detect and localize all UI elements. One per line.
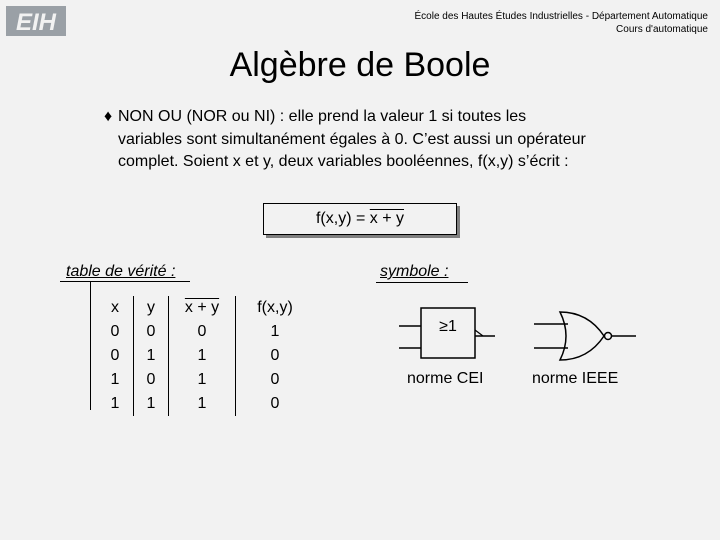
truth-table-label: table de vérité : — [66, 263, 176, 280]
table-cell: 1 — [134, 344, 169, 368]
table-cell: 0 — [169, 320, 236, 344]
table-cell: 0 — [134, 368, 169, 392]
formula-box — [263, 203, 457, 235]
table-header: f(x,y) — [236, 296, 315, 320]
nor-definition — [104, 106, 674, 174]
bullet-icon: ♦ — [104, 108, 113, 125]
logo-text: EIH — [15, 9, 57, 36]
table-cell: 1 — [169, 344, 236, 368]
ieee-caption: norme IEEE — [532, 370, 619, 387]
table-cell: 0 — [236, 344, 315, 368]
table-cell: 0 — [134, 320, 169, 344]
table-cell: 0 — [110, 323, 120, 340]
table-row — [97, 344, 314, 368]
frame-line-top-right — [376, 282, 468, 283]
table-cell: 0 — [236, 392, 315, 416]
nor-gate-ieee-symbol — [530, 306, 640, 366]
truth-table — [97, 296, 314, 416]
definition-line-2: variables sont simultanément égales à 0. C’est aussi un opérateur — [118, 130, 586, 148]
table-row — [97, 320, 314, 344]
formula-rhs: x + y — [369, 210, 405, 227]
org-line-2: Cours d'automatique — [616, 24, 708, 35]
table-cell: 1 — [169, 392, 236, 416]
frame-line-vertical — [90, 282, 91, 410]
definition-line-1: NON OU (NOR ou NI) : elle prend la valeur 1 si toutes les — [118, 108, 527, 125]
header-organization — [415, 10, 709, 36]
table-cell: 1 — [134, 392, 169, 416]
table-cell: 0 — [110, 347, 120, 364]
definition-line-3: complet. Soient x et y, deux variables booléennes, f(x,y) s’écrit : — [118, 153, 569, 170]
school-logo — [6, 6, 66, 36]
table-header: x — [111, 299, 119, 316]
table-row — [97, 392, 314, 416]
cei-gate-text: ≥1 — [439, 318, 457, 335]
symbol-label: symbole : — [380, 263, 449, 280]
table-cell: 1 — [110, 395, 120, 412]
table-header: y — [134, 296, 169, 320]
table-cell: 0 — [236, 368, 315, 392]
frame-line-top-left — [60, 281, 190, 282]
table-header-row — [97, 296, 314, 320]
nor-gate-cei-symbol — [395, 302, 505, 362]
page-title: Algèbre de Boole — [229, 46, 491, 84]
org-line-1: École des Hautes Études Industrielles - Département Automatique — [414, 11, 708, 22]
table-row — [97, 368, 314, 392]
formula-lhs: f(x,y) = — [315, 210, 366, 227]
table-cell: 1 — [169, 368, 236, 392]
cei-caption: norme CEI — [407, 370, 484, 387]
table-header: x + y — [169, 296, 236, 320]
table-cell: 1 — [110, 371, 120, 388]
table-cell: 1 — [236, 320, 315, 344]
